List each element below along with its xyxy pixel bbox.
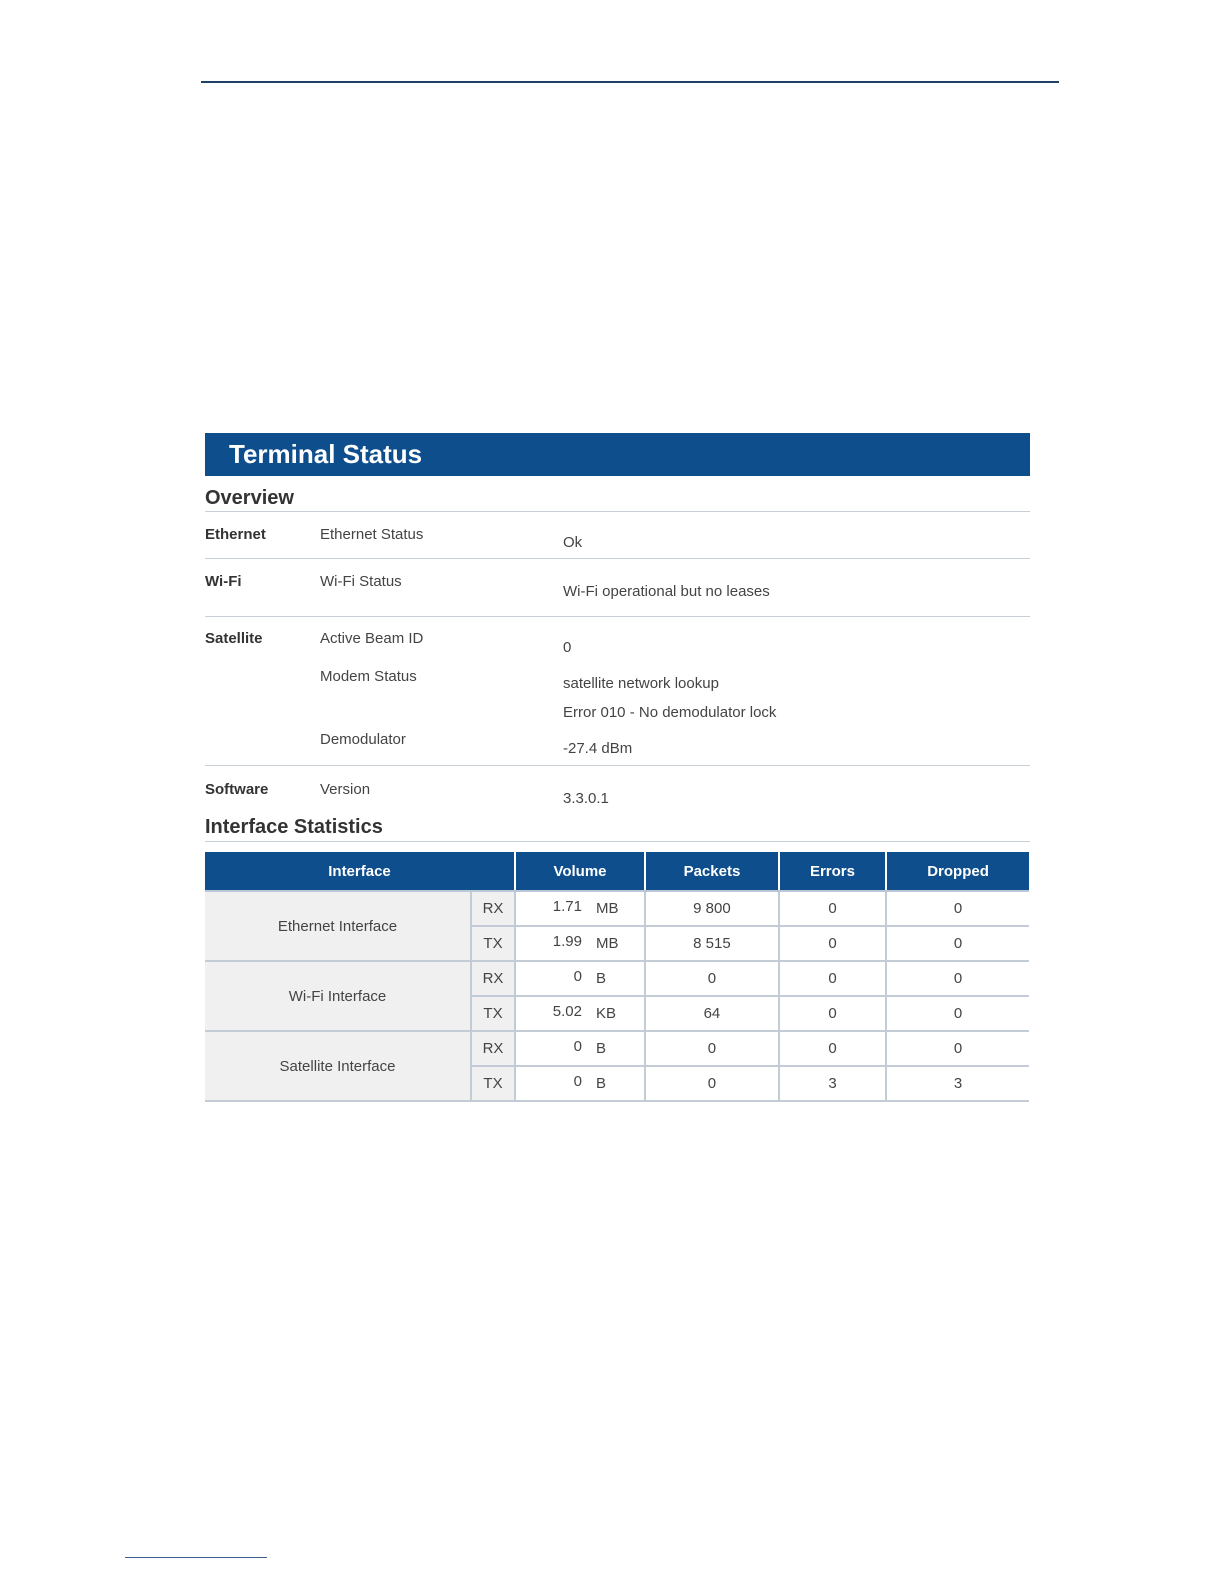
direction-cell: RX bbox=[471, 1031, 515, 1066]
overview-heading: Overview bbox=[205, 476, 1030, 512]
interface-statistics-heading: Interface Statistics bbox=[205, 814, 1030, 842]
overview-value-secondary: Error 010 - No demodulator lock bbox=[563, 704, 777, 721]
overview-category: Software bbox=[205, 781, 269, 798]
volume-cell bbox=[515, 1066, 645, 1101]
volume-cell bbox=[515, 961, 645, 996]
packets-cell: 0 bbox=[645, 1031, 779, 1066]
overview-label: Ethernet Status bbox=[320, 526, 424, 543]
volume-unit: B bbox=[596, 1075, 607, 1092]
volume-value: 0 bbox=[573, 1073, 582, 1090]
overview-group-software bbox=[205, 766, 1030, 814]
column-header-volume: Volume bbox=[515, 852, 645, 891]
overview-label: Active Beam ID bbox=[320, 630, 424, 647]
packets-cell: 64 bbox=[645, 996, 779, 1031]
volume-unit: MB bbox=[596, 900, 619, 917]
table-row bbox=[205, 961, 1029, 996]
overview-category: Ethernet bbox=[205, 526, 266, 543]
direction-cell: TX bbox=[471, 996, 515, 1031]
errors-cell: 0 bbox=[779, 961, 886, 996]
direction-cell: TX bbox=[471, 926, 515, 961]
overview-group-satellite bbox=[205, 617, 1030, 766]
overview-value: Wi-Fi operational but no leases bbox=[563, 583, 770, 600]
overview-category: Satellite bbox=[205, 630, 263, 647]
volume-unit: MB bbox=[596, 935, 619, 952]
volume-value: 0 bbox=[573, 968, 582, 985]
packets-cell: 0 bbox=[645, 961, 779, 996]
interface-name: Ethernet Interface bbox=[205, 891, 471, 961]
volume-unit: KB bbox=[596, 1005, 617, 1022]
interface-name: Wi-Fi Interface bbox=[205, 961, 471, 1031]
dropped-cell: 0 bbox=[886, 961, 1029, 996]
table-row bbox=[205, 1031, 1029, 1066]
overview-value: Ok bbox=[563, 534, 583, 551]
direction-cell: TX bbox=[471, 1066, 515, 1101]
overview-value: satellite network lookup bbox=[563, 675, 719, 692]
volume-value: 1.99 bbox=[552, 933, 582, 950]
volume-unit: B bbox=[596, 1040, 607, 1057]
panel-title: Terminal Status bbox=[205, 433, 1030, 476]
volume-value: 1.71 bbox=[552, 898, 582, 915]
overview-group-ethernet bbox=[205, 512, 1030, 559]
direction-cell: RX bbox=[471, 961, 515, 996]
overview-label: Version bbox=[320, 781, 371, 798]
footnote-rule bbox=[125, 1557, 267, 1558]
header-rule bbox=[201, 81, 1059, 83]
volume-cell bbox=[515, 996, 645, 1031]
table-header-row bbox=[205, 852, 1029, 891]
table-row bbox=[205, 891, 1029, 926]
errors-cell: 0 bbox=[779, 926, 886, 961]
volume-cell bbox=[515, 891, 645, 926]
overview-group-wifi bbox=[205, 559, 1030, 617]
overview-label: Demodulator bbox=[320, 731, 406, 748]
dropped-cell: 0 bbox=[886, 891, 1029, 926]
overview-value: -27.4 dBm bbox=[563, 740, 633, 757]
dropped-cell: 0 bbox=[886, 1031, 1029, 1066]
volume-unit: B bbox=[596, 970, 607, 987]
packets-cell: 8 515 bbox=[645, 926, 779, 961]
overview-value: 3.3.0.1 bbox=[563, 790, 609, 807]
packets-cell: 9 800 bbox=[645, 891, 779, 926]
overview-category: Wi-Fi bbox=[205, 573, 242, 590]
errors-cell: 3 bbox=[779, 1066, 886, 1101]
volume-value: 5.02 bbox=[552, 1003, 582, 1020]
errors-cell: 0 bbox=[779, 996, 886, 1031]
overview-value: 0 bbox=[563, 639, 572, 656]
column-header-dropped: Dropped bbox=[886, 852, 1029, 891]
column-header-packets: Packets bbox=[645, 852, 779, 891]
column-header-errors: Errors bbox=[779, 852, 886, 891]
dropped-cell: 0 bbox=[886, 926, 1029, 961]
volume-value: 0 bbox=[573, 1038, 582, 1055]
dropped-cell: 0 bbox=[886, 996, 1029, 1031]
column-header-interface: Interface bbox=[205, 852, 515, 891]
direction-cell: RX bbox=[471, 891, 515, 926]
packets-cell: 0 bbox=[645, 1066, 779, 1101]
overview-label: Wi-Fi Status bbox=[320, 573, 402, 590]
volume-cell bbox=[515, 926, 645, 961]
dropped-cell: 3 bbox=[886, 1066, 1029, 1101]
interface-name: Satellite Interface bbox=[205, 1031, 471, 1101]
errors-cell: 0 bbox=[779, 891, 886, 926]
overview-label: Modem Status bbox=[320, 668, 417, 685]
interface-statistics-table bbox=[205, 852, 1029, 1102]
terminal-status-panel bbox=[205, 433, 1030, 1102]
volume-cell bbox=[515, 1031, 645, 1066]
errors-cell: 0 bbox=[779, 1031, 886, 1066]
